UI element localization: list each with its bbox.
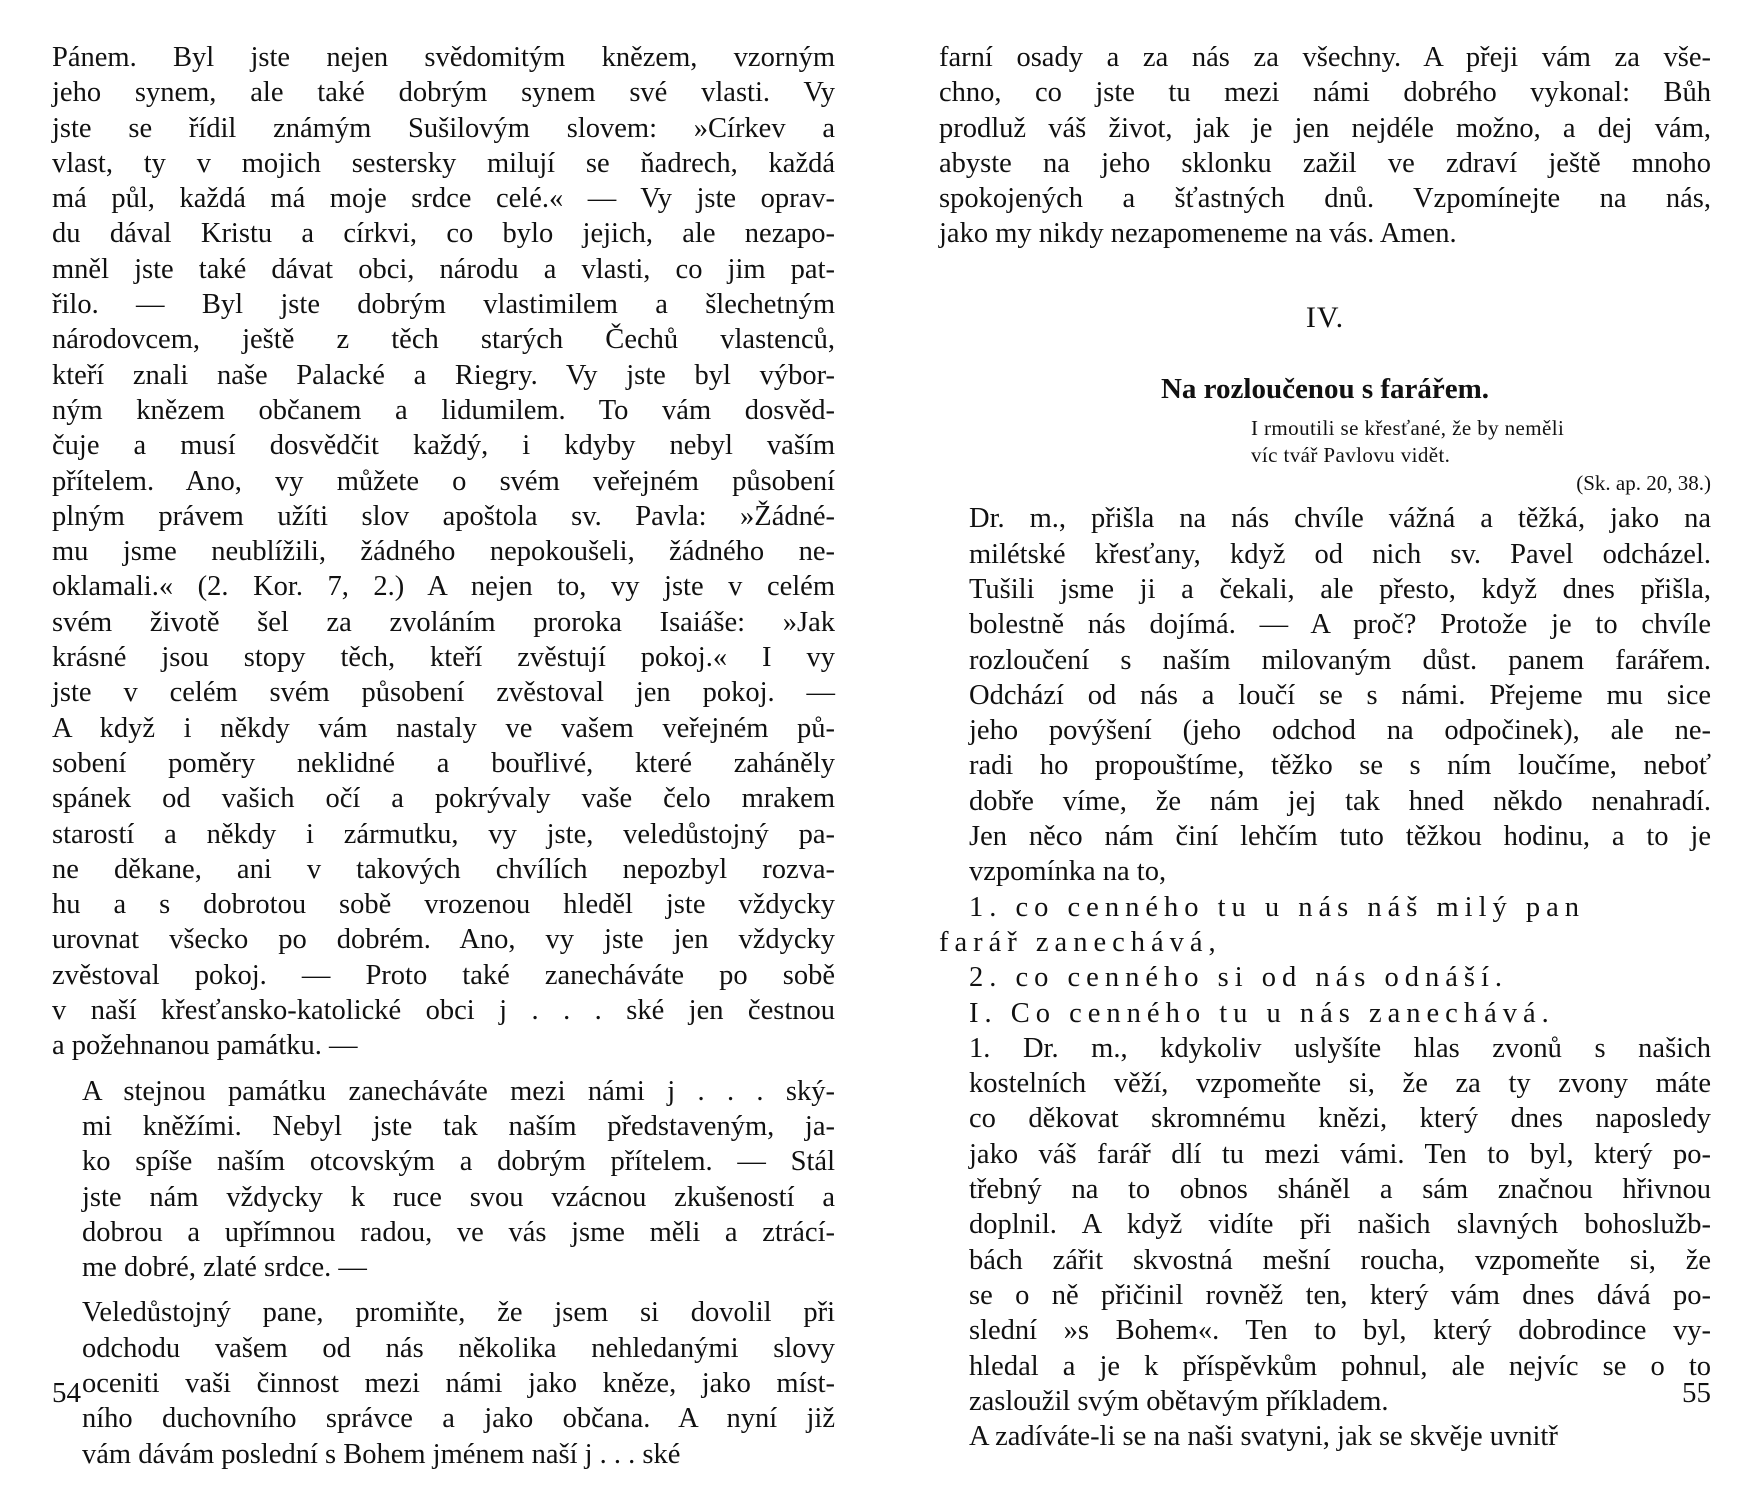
text-line: urovnat všecko po dobrém. Ano, vy jste jen vždycky (52, 924, 835, 956)
text-line: oklamali.« (2. Kor. 7, 2.) A nejen to, vy jste v celém (52, 571, 835, 603)
text-line: jako my nikdy nezapomeneme na vás. Amen. (939, 218, 1457, 250)
text-line: zasloužil svým obětavým příkladem. (969, 1385, 1389, 1417)
text-line: farní osady a za nás za všechny. A přeji vám za vše- (939, 42, 1711, 73)
text-line: zvěstoval pokoj. — Proto také zanecháváte po sobě (52, 959, 835, 991)
text-line: I rmoutili se křesťané, že by neměli (1251, 416, 1565, 441)
text-line: starostí a někdy i zármutku, vy jste, veledůstojný pa- (52, 818, 835, 850)
text-line: co děkovat skromnému knězi, který dnes naposledy (969, 1103, 1711, 1135)
text-line: víc tvář Pavlovu vidět. (1251, 443, 1451, 468)
right-page (939, 40, 1711, 1480)
right-closing-paragraph-2 (939, 1419, 1711, 1454)
text-line: radi ho propouštíme, těžko se s ním loučíme, neboť (969, 750, 1711, 782)
text-line: abyste na jeho sklonku zažil ve zdraví ještě mnoho (939, 147, 1711, 179)
motto-quote (1251, 415, 1711, 469)
text-line: prodluž váš život, jak je jen nejdéle možno, a dej vám, (939, 112, 1711, 144)
left-paragraph-3 (52, 1295, 835, 1471)
text-line: vlast, ty v mojich sestersky milují se ňadrech, každá (52, 147, 835, 179)
text-line: jako váš farář dlí tu mezi vámi. Ten to byl, který po- (969, 1138, 1711, 1170)
text-line: jeho synem, ale také dobrým synem své vlasti. Vy (52, 77, 835, 109)
text-line: jste se řídil známým Sušilovým slovem: »Církev a (52, 112, 835, 144)
outline-line: I. Co cenného tu u nás zanechává. (969, 997, 1555, 1029)
left-page-text (52, 40, 835, 1472)
text-line: spokojených a šťastných dnů. Vzpomínejte na nás, (939, 183, 1711, 215)
text-line: kteří znali naše Palacké a Riegry. Vy jste byl výbor- (52, 359, 835, 391)
text-line: chno, co jste tu mezi námi dobrého vykonal: Bůh (939, 77, 1711, 109)
text-line: ního duchovního správce a jako občana. A nyní již (82, 1403, 835, 1435)
text-line: jeho povýšení (jeho odchod na odpočinek), ale ne- (969, 715, 1711, 747)
text-line: mu jsme neublížili, žádného nepokoušeli, žádného ne- (52, 536, 835, 568)
motto-reference: (Sk. ap. 20, 38.) (1576, 471, 1711, 496)
text-line: bolestně nás dojímá. — A proč? Protože je to chvíle (969, 609, 1711, 641)
chapter-number: IV. (1305, 300, 1345, 334)
left-paragraph-1 (52, 40, 835, 1064)
text-line: rozloučení s naším milovaným důst. panem farářem. (969, 644, 1711, 676)
text-line: v naší křesťansko-katolické obci j . . . ské jen čestnou (52, 995, 835, 1027)
text-line: ne děkane, ani v takových chvílích nepozbyl rozva- (52, 853, 835, 885)
left-page (52, 40, 835, 1480)
text-line: dobrou a upřímnou radou, ve vás jsme měli a ztrácí- (82, 1216, 835, 1248)
text-line: jste nám vždycky k ruce svou vzácnou zkušeností a (82, 1181, 835, 1213)
text-line: spánek od vašich očí a pokrývaly vaše čelo mrakem (52, 783, 835, 815)
outline-line: farář zanechává, (939, 926, 1222, 958)
text-line: me dobré, zlaté srdce. — (82, 1252, 367, 1284)
outline-line: 2. co cenného si od nás odnáší. (969, 962, 1509, 994)
text-line: bách zářit skvostná mešní roucha, vzpomeňte si, že (969, 1244, 1711, 1276)
text-line: mněl jste také dávat obci, národu a vlasti, co jim pat- (52, 253, 835, 285)
text-line: čuje a musí dosvědčit každý, i kdyby nebyl vaším (52, 430, 835, 462)
text-line: kostelních věží, vzpomeňte si, že za ty zvony máte (969, 1068, 1711, 1100)
chapter-title: Na rozloučenou s farářem. (1160, 373, 1490, 406)
text-line: A stejnou památku zanecháváte mezi námi j . . . ský- (82, 1075, 835, 1107)
right-closing-paragraph-1 (939, 1031, 1711, 1419)
text-line: slední »s Bohem«. Ten to byl, který dobrodince vy- (969, 1315, 1711, 1347)
left-paragraph-2 (52, 1074, 835, 1286)
outline-line: 1. co cenného tu u nás náš milý pan (969, 891, 1586, 923)
text-line: hu a s dobrotou sobě vrozenou hleděl jste vždycky (52, 889, 835, 921)
text-line: plným právem užíti slov apoštola sv. Pavla: »Žádné- (52, 500, 835, 532)
text-line: Odchází od nás a loučí se s námi. Přejeme mu sice (969, 679, 1711, 711)
text-line: řilo. — Byl jste dobrým vlastimilem a šlechetným (52, 289, 835, 321)
page-number-left: 54 (52, 1377, 81, 1409)
text-line: a požehnanou památku. — (52, 1030, 358, 1062)
text-line: odchodu vašem od nás několika nehledanými slovy (82, 1332, 835, 1364)
text-line: Tušili jsme ji a čekali, ale přesto, když dnes přišla, (969, 573, 1711, 605)
text-line: vzpomínka na to, (969, 856, 1167, 888)
text-line: národovcem, ještě z těch starých Čechů vlastenců, (52, 324, 835, 356)
sermon-outline (939, 890, 1711, 1031)
text-line: ko spíše naším otcovským a dobrým přítelem. — Stál (82, 1146, 835, 1178)
text-line: se o ně přičinil rovněž ten, který vám dnes dává po- (969, 1279, 1711, 1311)
text-line: ným knězem občanem a lidumilem. To vám dosvěd- (52, 394, 835, 426)
page-number-right: 55 (1682, 1377, 1711, 1409)
text-line: A zadíváte-li se na naši svatyni, jak se skvěje uvnitř (969, 1421, 1558, 1453)
text-line: Veledůstojný pane, promiňte, že jsem si dovolil při (82, 1297, 835, 1329)
text-line: Dr. m., přišla na nás chvíle vážná a těžká, jako na (969, 503, 1711, 535)
text-line: du dával Kristu a církvi, co bylo jejich, ale nezapo- (52, 218, 835, 250)
text-line: mi kněžími. Nebyl jste tak naším představeným, ja- (82, 1110, 835, 1142)
right-opening-paragraph (939, 40, 1711, 252)
text-line: jste v celém svém působení zvěstoval jen pokoj. — (52, 677, 835, 709)
text-line: sobení poměry neklidné a bouřlivé, které zaháněly (52, 747, 835, 779)
text-line: oceniti vaši činnost mezi námi jako kněze, jako míst- (82, 1367, 835, 1399)
text-line: třebný na to obnos sháněl a sám značnou hřivnou (969, 1174, 1711, 1206)
text-line: Jen něco nám činí lehčím tuto těžkou hodinu, a to je (969, 821, 1711, 853)
text-line: hledal a je k příspěvkům pohnul, ale nejvíc se o to (969, 1350, 1711, 1382)
right-page-text (939, 40, 1711, 1454)
text-line: doplnil. A když vidíte při našich slavných bohoslužb- (969, 1209, 1711, 1241)
text-line: Pánem. Byl jste nejen svědomitým knězem, vzorným (52, 42, 835, 73)
text-line: přítelem. Ano, vy můžete o svém veřejném působení (52, 465, 835, 497)
text-line: vám dávám poslední s Bohem jménem naší j . . . ské (82, 1438, 681, 1470)
text-line: milétské křesťany, když od nich sv. Pavel odcházel. (969, 538, 1711, 570)
text-line: svém životě šel za zvoláním proroka Isaiáše: »Jak (52, 606, 835, 638)
text-line: A když i někdy vám nastaly ve vašem veřejném pů- (52, 712, 835, 744)
text-line: krásné jsou stopy těch, kteří zvěstují pokoj.« I vy (52, 642, 835, 674)
text-line: 1. Dr. m., kdykoliv uslyšíte hlas zvonů s našich (969, 1032, 1711, 1064)
text-line: má půl, každá má moje srdce celé.« — Vy jste oprav- (52, 183, 835, 215)
text-line: dobře víme, že nám jej tak hned někdo nenahradí. (969, 785, 1711, 817)
right-body-paragraph (939, 501, 1711, 889)
